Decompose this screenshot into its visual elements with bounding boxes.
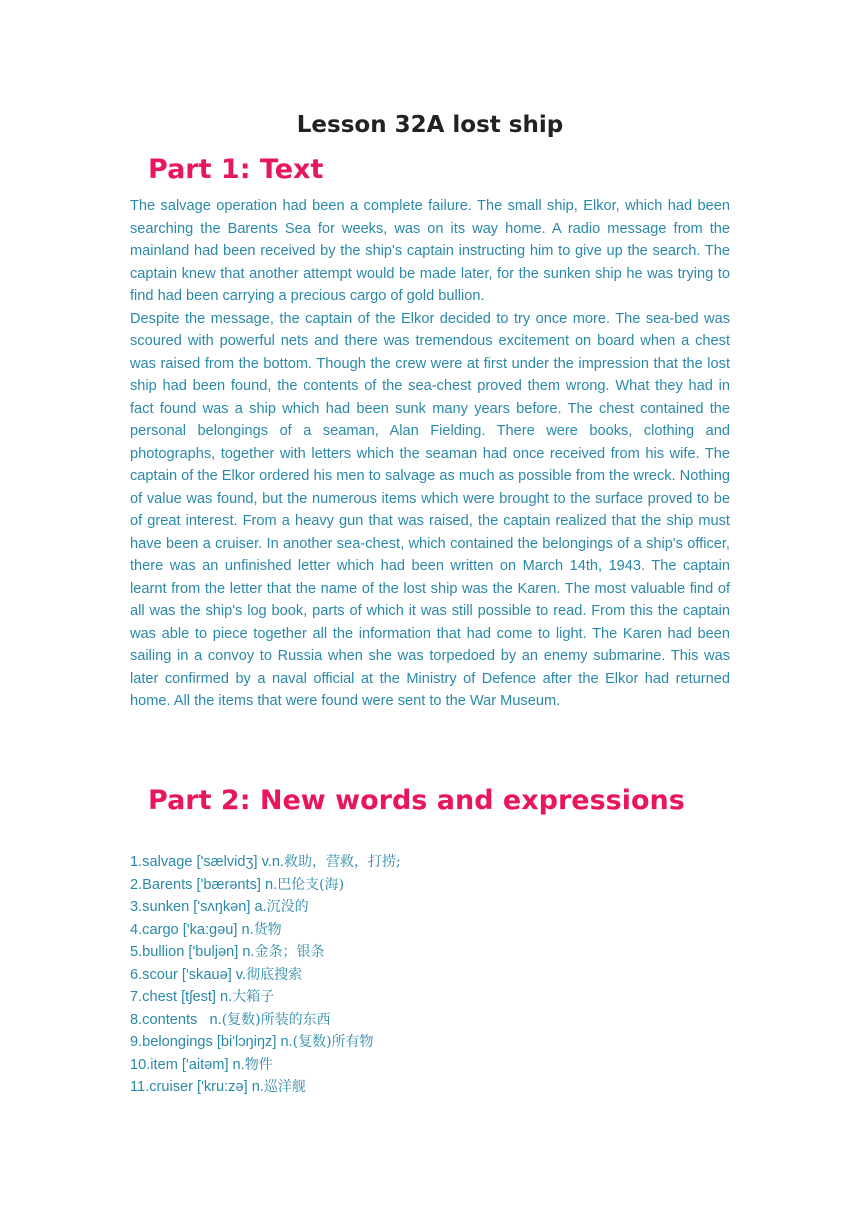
vocab-word: 5.bullion ['buljən] n. bbox=[130, 944, 255, 960]
part2-heading: Part 2: New words and expressions bbox=[148, 785, 685, 816]
part1-heading: Part 1: Text bbox=[148, 154, 324, 185]
vocab-meaning: 大箱子 bbox=[232, 989, 275, 1005]
vocab-word: 11.cruiser ['kru:zə] n. bbox=[130, 1079, 264, 1095]
vocab-word: 4.cargo ['ka:gəu] n. bbox=[130, 921, 254, 938]
vocab-item bbox=[130, 1076, 730, 1099]
vocab-meaning: 救助，营救，打捞; bbox=[284, 854, 401, 870]
vocab-item bbox=[130, 1054, 730, 1077]
text-paragraph-1: The salvage operation had been a complete failure. The small ship, Elkor, which had been searching the Barents Sea for weeks, was on its way home. A radio message from the mainland had been received by the ship's captain instructing him to give up the search. The captain knew that another attempt would be made later, for the sunken ship he was trying to find had been carrying a precious cargo of gold bullion. bbox=[130, 198, 730, 304]
vocab-meaning: 金条；银条 bbox=[254, 944, 325, 960]
vocab-meaning: 巴伦支(海) bbox=[277, 876, 345, 893]
vocab-item bbox=[130, 1031, 730, 1054]
vocab-word: 8.contents n. bbox=[130, 1011, 222, 1028]
vocab-item bbox=[130, 986, 730, 1009]
lesson-text bbox=[130, 195, 730, 713]
vocab-item bbox=[130, 1009, 730, 1032]
vocab-word: 1.salvage ['sælvidʒ] v.n. bbox=[130, 854, 285, 870]
vocab-item bbox=[130, 874, 730, 897]
text-paragraph-2: Despite the message, the captain of the Elkor decided to try once more. The sea-bed was scoured with powerful nets and there was tremendous excitement on board when a chest was raised from the bottom. Though the crew were at first under the impression that the lost ship had been found, the contents of the sea-chest proved them wrong. What they had in fact found was a ship which had been sunk many years before. The chest contained the personal belongings of a seaman, Alan Fielding. There were books, clothing and photographs, together with letters which the seaman had once received from his wife. The captain of the Elkor ordered his men to salvage as much as possible from the wreck. Nothing of value was found, but the numerous items which were brought to the surface proved to be of great interest. From a heavy gun that was raised, the captain realized that the ship must have been a cruiser. In another sea-chest, which contained the belongings of a ship's officer, there was an unfinished letter which had been written on March 14th, 1943. The captain learnt from the letter that the name of the lost ship was the Karen. The most valuable find of all was the ship's log book, parts of which it was still possible to read. From this the captain was able to piece together all the information that had come to light. The Karen had been sailing in a convoy to Russia when she was torpedoed by an enemy submarine. This was later confirmed by a naval official at the Ministry of Defence after the Elkor had returned home. All the items that were found were sent to the War Museum. bbox=[130, 310, 730, 709]
vocab-item bbox=[130, 851, 730, 874]
vocab-word: 6.scour ['skauə] v. bbox=[130, 966, 247, 983]
lesson-title: Lesson 32A lost ship bbox=[296, 112, 564, 138]
vocab-meaning: 沉没的 bbox=[266, 899, 309, 915]
vocab-item bbox=[130, 964, 730, 987]
vocab-meaning: 彻底搜索 bbox=[246, 966, 303, 983]
vocab-word: 3.sunken ['sʌŋkən] a. bbox=[130, 899, 267, 915]
vocab-meaning: 巡洋舰 bbox=[263, 1079, 306, 1095]
vocabulary-list bbox=[130, 851, 730, 1099]
vocab-word: 7.chest [tʃest] n. bbox=[130, 989, 233, 1005]
vocab-meaning: (复数)所装的东西 bbox=[221, 1011, 331, 1028]
vocab-word: 9.belongings [bi'lɔŋiŋz] n. bbox=[130, 1034, 293, 1050]
vocab-meaning: (复数)所有物 bbox=[292, 1034, 374, 1050]
vocab-word: 2.Barents ['bærənts] n. bbox=[130, 876, 278, 893]
vocab-item bbox=[130, 919, 730, 942]
vocab-meaning: 物件 bbox=[244, 1056, 273, 1073]
vocab-item bbox=[130, 941, 730, 964]
vocab-word: 10.item ['aitəm] n. bbox=[130, 1056, 245, 1073]
vocab-meaning: 货物 bbox=[253, 921, 282, 938]
vocab-item bbox=[130, 896, 730, 919]
